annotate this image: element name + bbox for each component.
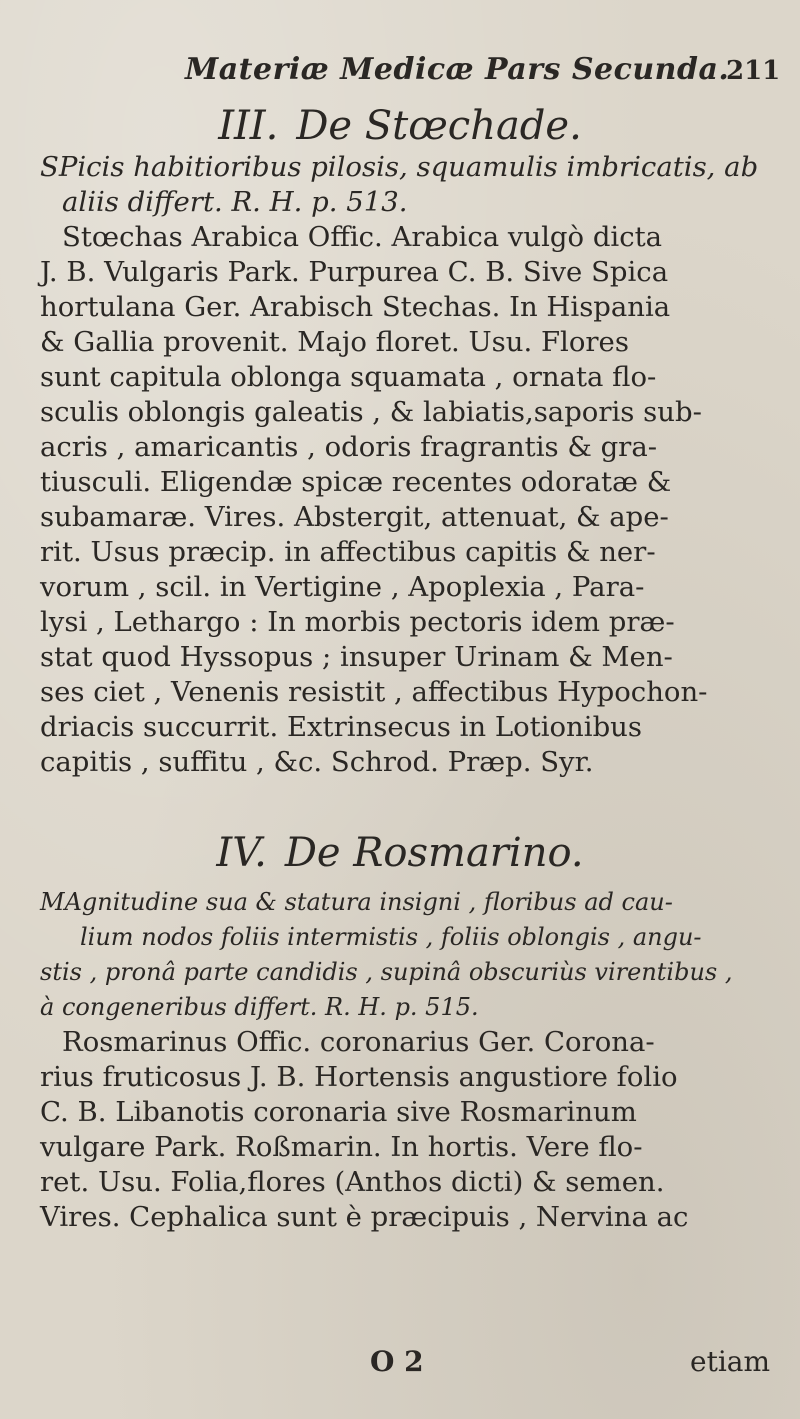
intro-line: aliis differt. R. H. p. 513. <box>62 186 408 218</box>
section-number: III. <box>218 103 279 149</box>
running-head <box>0 52 800 92</box>
text-line: acris , amaricantis , odoris fragrantis & gra- <box>40 431 658 463</box>
intro-line: SPicis habitioribus pilosis, squamulis imbricatis, ab <box>40 151 759 183</box>
intro-line: MAgnitudine sua & statura insigni , floribus ad cau- <box>40 888 673 916</box>
text-line: Vires. Cephalica sunt è præcipuis , Nervina ac <box>40 1201 689 1233</box>
intro-line: stis , pronâ parte candidis , supinâ obscuriùs virentibus , <box>40 958 733 986</box>
text-line: rius fruticosus J. B. Hortensis angustiore folio <box>40 1061 678 1093</box>
text-line: ses ciet , Venenis resistit , affectibus Hypochon- <box>40 676 708 708</box>
text-line: Stœchas Arabica Offic. Arabica vulgò dicta <box>62 221 663 253</box>
text-line: hortulana Ger. Arabisch Stechas. In Hispania <box>40 291 671 323</box>
text-line: subamaræ. Vires. Abstergit, attenuat, & ape- <box>40 501 669 533</box>
page-number: 211 <box>726 56 781 86</box>
text-line: vorum , scil. in Vertigine , Apoplexia , Para- <box>40 571 645 603</box>
section-stoechade-body <box>40 150 800 780</box>
text-line: lysi , Lethargo : In morbis pectoris idem præ- <box>40 606 675 638</box>
section-number: IV. <box>216 830 267 876</box>
text-line: tiusculi. Eligendæ spicæ recentes odoratæ & <box>40 466 672 498</box>
text-line: ret. Usu. Folia,flores (Anthos dicti) & semen. <box>40 1166 665 1198</box>
section-heading-rosmarino <box>0 830 800 876</box>
text-line: Rosmarinus Offic. coronarius Ger. Corona- <box>62 1026 655 1058</box>
intro-line: à congeneribus differt. R. H. p. 515. <box>40 993 479 1021</box>
text-line: vulgare Park. Roßmarin. In hortis. Vere flo- <box>40 1131 643 1163</box>
text-line: sunt capitula oblonga squamata , ornata flo- <box>40 361 657 393</box>
text-line: & Gallia provenit. Majo floret. Usu. Flores <box>40 326 629 358</box>
text-line: C. B. Libanotis coronaria sive Rosmarinum <box>40 1096 637 1128</box>
text-line: rit. Usus præcip. in affectibus capitis & ner- <box>40 536 656 568</box>
signature-mark: O 2 <box>370 1345 424 1378</box>
catchword: etiam <box>690 1345 771 1378</box>
section-title: De Stœchade. <box>296 103 582 149</box>
section-title: De Rosmarino. <box>284 830 584 876</box>
text-line: J. B. Vulgaris Park. Purpurea C. B. Sive Spica <box>40 256 669 288</box>
section-heading-stoechade <box>0 103 800 149</box>
section-rosmarino-body <box>40 885 800 1235</box>
text-line: capitis , suffitu , &c. Schrod. Præp. Syr. <box>40 746 594 778</box>
intro-line: lium nodos foliis intermistis , foliis oblongis , angu- <box>80 923 702 951</box>
running-title: Materiæ Medicæ Pars Secunda. <box>185 52 730 87</box>
text-line: driacis succurrit. Extrinsecus in Lotionibus <box>40 711 642 743</box>
text-line: stat quod Hyssopus ; insuper Urinam & Men- <box>40 641 673 673</box>
text-line: sculis oblongis galeatis , & labiatis,saporis sub- <box>40 396 702 428</box>
